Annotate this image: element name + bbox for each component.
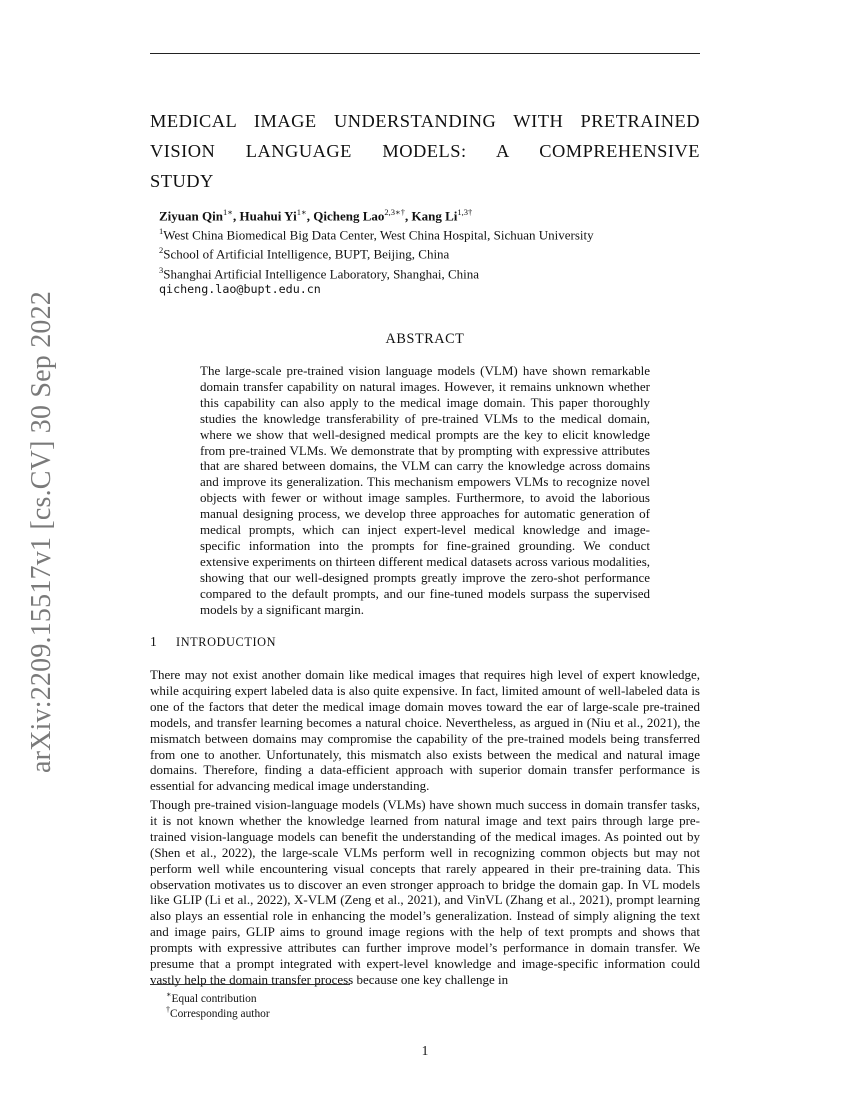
author-marks: 2,3∗† — [384, 207, 406, 217]
footnote-text: Equal contribution — [171, 992, 257, 1005]
footnote-text: Corresponding author — [170, 1007, 270, 1020]
abstract-text: The large-scale pre-trained vision language models (VLM) have shown remarkable domain transfer capability on natural images. However, it remains unknown whether this capability can also apply to the medical image domain. This paper thoroughly studies the knowledge transferability of pre-trained VLMs to the medical domain, where we show that well-designed medical prompts are the key to elicit knowledge from pre-trained VLMs. We demonstrate that by prompting with expressive attributes that are shared between domains, the VLM can carry the knowledge across domains and improve its generalization. This mechanism empowers VLMs to recognize novel objects with fewer or without image samples. Furthermore, to avoid the laborious manual designing process, we develop three approaches for automatic generation of medical prompts, which can inject expert-level medical knowledge and image-specific information into the prompts for fine-grained grounding. We conduct extensive experiments on thirteen different medical datasets across various modalities, showing that our well-designed prompts greatly improve the zero-shot performance compared to the default prompts, and our fine-tuned models surpass the supervised models by a significant margin. — [200, 363, 650, 617]
author-marks: 1∗ — [222, 207, 233, 217]
author-name: Ziyuan Qin — [159, 208, 223, 224]
affiliation-number: 2 — [159, 245, 164, 256]
abstract-heading: ABSTRACT — [385, 331, 465, 347]
affiliation — [159, 263, 699, 282]
section-number: 1 — [150, 634, 157, 649]
footnote-mark: † — [166, 1005, 170, 1014]
author-marks: 1,3† — [457, 207, 473, 217]
body-paragraph: There may not exist another domain like medical images that requires high level of expert knowledge, while acquiring expert labeled data is also quite expensive. In fact, limited amount of well-labeled data is one of the factors that deter the medical image domain moves toward the ear of large-scale pre-trained models, and transfer learning becomes a natural choice. Nevertheless, as argued in (Niu et al., 2021), the mismatch between domains may compromise the capability of the pre-trained models being transferred from one to another. Unfortunately, this mismatch also exists between the medical and natural image domains. Therefore, finding a data-efficient approach with superior domain transfer performance is essential for advancing medical image understanding. — [150, 667, 700, 794]
affiliation — [159, 224, 699, 243]
footnote — [166, 1003, 270, 1021]
arxiv-identifier-stamp: arXiv:2209.15517v1 [cs.CV] 30 Sep 2022 — [26, 290, 57, 774]
title-line-3: STUDY — [150, 171, 214, 191]
affiliation-number: 1 — [159, 226, 164, 237]
footnote-rule — [150, 984, 350, 985]
affiliation-text: School of Artificial Intelligence, BUPT, Beijing, China — [163, 246, 450, 262]
affiliation-number: 3 — [159, 264, 164, 275]
affiliation — [159, 243, 699, 262]
author-block — [159, 205, 699, 298]
body-paragraph: Though pre-trained vision-language models (VLMs) have shown much success in domain transfer tasks, it is not known whether the knowledge learned from natural image and text pairs through large pre-trained vision-language models can benefit the understanding of the medical images. As pointed out by (Shen et al., 2022), the large-scale VLMs perform well in recognizing common objects but may not perform well while encountering visual concepts that rarely appeared in their pre-training data. This observation motivates us to discover an even stronger approach to bridge the domain gap. In VL models like GLIP (Li et al., 2022), X-VLM (Zeng et al., 2021), and VinVL (Zhang et al., 2021), prompt learning also plays an essential role in enhancing the model’s generalization. Instead of simply aligning the text and image pairs, GLIP aims to ground image regions with the help of text prompts and shows that prompts with expressive attributes can further improve model’s performance in domain transfer. We presume that a prompt integrated with expert-level knowledge and image-specific information could vastly help the domain transfer process because one key challenge in — [150, 797, 700, 987]
author-marks: 1∗ — [296, 207, 307, 217]
author-name: Kang Li — [411, 208, 458, 224]
contact-email[interactable]: qicheng.lao@bupt.edu.cn — [159, 281, 321, 296]
affiliation-text: West China Biomedical Big Data Center, West China Hospital, Sichuan University — [163, 227, 594, 243]
top-rule — [150, 53, 700, 54]
footnote-mark: ∗ — [166, 990, 172, 999]
paper-title — [150, 106, 700, 196]
author-names: Ziyuan Qin$^{1∗}$, Huahui $Yi^{1∗}$, Qicheng Lao$^{2,3∗\dagger}$, Kang $Li^{1,3\dagger}$ — [159, 207, 473, 224]
title-line-2: VISION LANGUAGE MODELS: A COMPREHENSIVE — [150, 141, 700, 161]
affiliation-text: Shanghai Artificial Intelligence Laboratory, Shanghai, China — [163, 266, 480, 282]
author-name: Huahui Yi — [239, 208, 297, 224]
author-name: Qicheng Lao — [313, 208, 385, 224]
section-title: INTRODUCTION — [176, 635, 277, 649]
section-heading — [150, 634, 276, 650]
title-line-1: MEDICAL IMAGE UNDERSTANDING WITH PRETRAINED — [150, 111, 700, 131]
page-number: 1 — [421, 1043, 429, 1058]
